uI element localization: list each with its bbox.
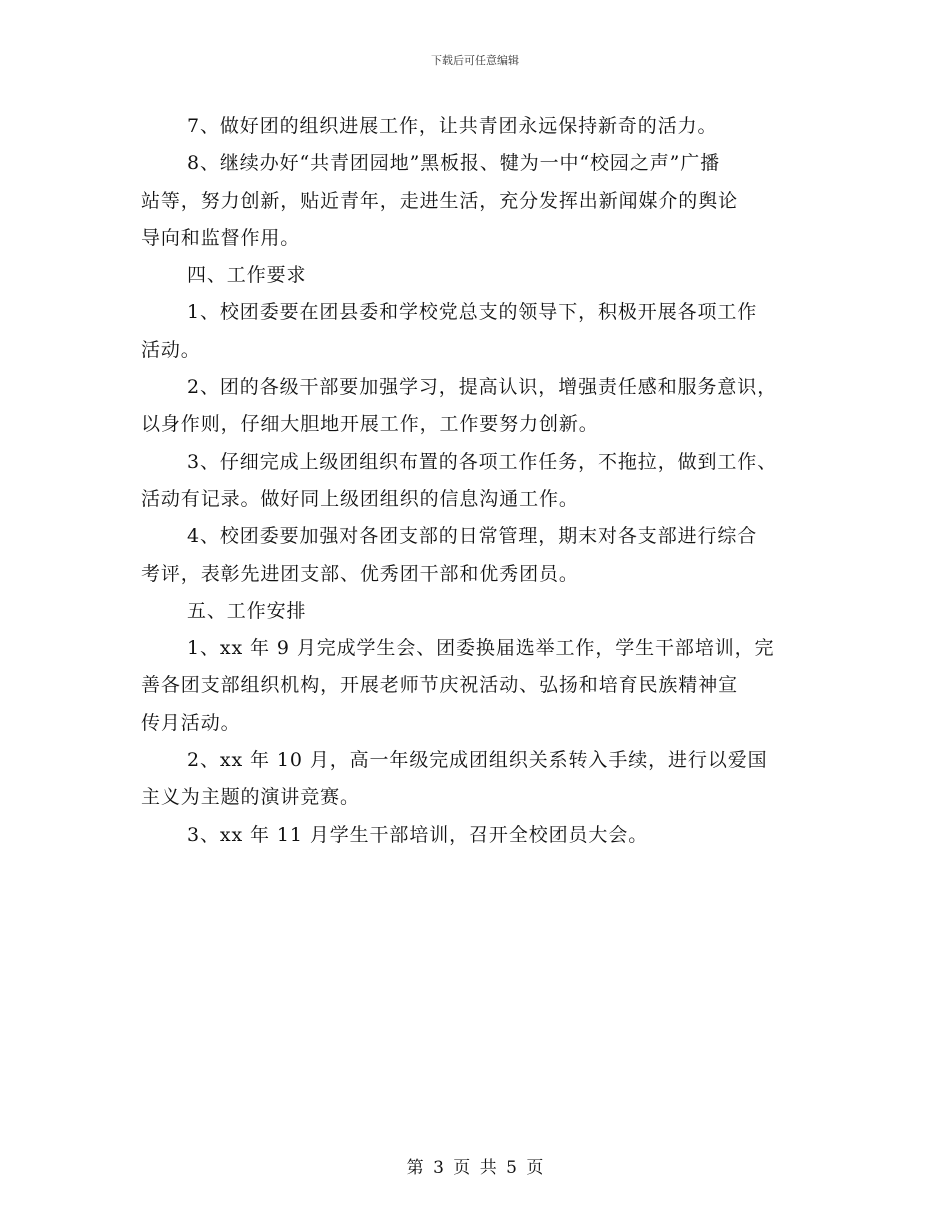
body-line: 善各团支部组织机构，开展老师节庆祝活动、弘扬和培育民族精神宣 bbox=[141, 674, 739, 697]
body-line: 1、xx 年 9 月完成学生会、团委换届选举工作，学生干部培训，完 bbox=[187, 637, 775, 660]
body-line: 活动有记录。做好同上级团组织的信息沟通工作。 bbox=[141, 487, 579, 510]
body-line: 2、xx 年 10 月，高一年级完成团组织关系转入手续，进行以爱国 bbox=[187, 749, 768, 772]
body-line: 3、xx 年 11 月学生干部培训，召开全校团员大会。 bbox=[187, 823, 649, 846]
body-line: 站等，努力创新，贴近青年，走进生活，充分发挥出新闻媒介的舆论 bbox=[141, 189, 739, 212]
document-body bbox=[141, 108, 821, 854]
body-line: 导向和监督作用。 bbox=[141, 226, 301, 249]
page-number: 第 3 页 共 5 页 bbox=[406, 1158, 544, 1178]
body-line: 活动。 bbox=[141, 338, 201, 361]
body-line: 考评，表彰先进团支部、优秀团干部和优秀团员。 bbox=[141, 562, 579, 585]
section-heading: 五、工作安排 bbox=[187, 599, 307, 622]
body-line: 主义为主题的演讲竞赛。 bbox=[141, 786, 360, 809]
body-line: 2、团的各级干部要加强学习，提高认识，增强责任感和服务意识， bbox=[187, 376, 778, 399]
body-line: 4、校团委要加强对各团支部的日常管理，期末对各支部进行综合 bbox=[187, 525, 758, 548]
section-heading: 四、工作要求 bbox=[187, 264, 307, 287]
body-line: 以身作则，仔细大胆地开展工作，工作要努力创新。 bbox=[141, 413, 599, 436]
body-line: 7、做好团的组织进展工作，让共青团永远保持新奇的活力。 bbox=[187, 115, 718, 137]
page-header: 下载后可任意编辑 bbox=[431, 54, 519, 67]
body-line: 3、仔细完成上级团组织布置的各项工作任务，不拖拉，做到工作、 bbox=[187, 450, 778, 473]
body-line: 8、继续办好“共青团园地”黑板报、犍为一中“校园之声”广播 bbox=[187, 152, 721, 175]
body-line: 1、校团委要在团县委和学校党总支的领导下，积极开展各项工作 bbox=[187, 301, 758, 324]
body-line: 传月活动。 bbox=[141, 711, 241, 734]
